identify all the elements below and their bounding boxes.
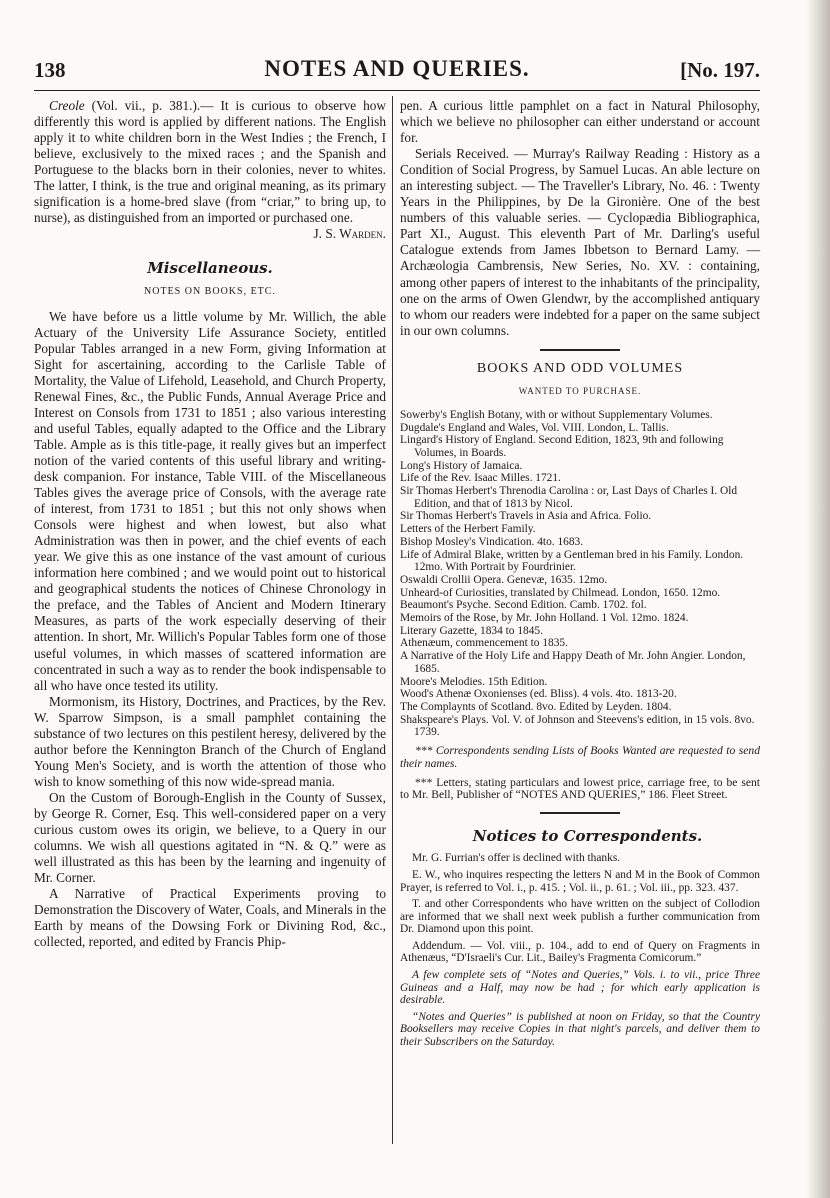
book-item: Life of the Rev. Isaac Milles. 1721. [400, 472, 561, 485]
book-item: The Complaynts of Scotland. 8vo. Edited by Leyden. 1804. [400, 700, 672, 713]
borough-english-paragraph: On the Custom of Borough-English in the County of Sussex, by George R. Corner, Esq. This well-considered paper on a very curious custom owes its origin, we believe, to a Query in our columns. We wish all questions agitated in “N. & Q.” were as well illustrated as this has been by the learning and ingenuity of Mr. Corner. [34, 789, 386, 886]
books-note-names: *** Correspondents sending Lists of Books Wanted are requested to send their names. [400, 744, 760, 770]
page-header [34, 52, 760, 86]
books-note-letters: *** Letters, stating particulars and lowest price, carriage free, to be sent to Mr. Bell, Publisher of “NOTES AND QUERIES,” 186. Fleet Street. [400, 775, 760, 802]
creole-title: Creole [49, 98, 85, 113]
book-item: Long's History of Jamaica. [400, 459, 523, 472]
correspondent-notice: Mr. G. Furrian's offer is declined with thanks. [412, 852, 621, 865]
creole-signature: J. S. Warden. [313, 226, 386, 242]
phippen-paragraph: pen. A curious little pamphlet on a fact in Natural Philosophy, which we believe no philosopher can either understand or account for. [400, 98, 760, 146]
mormonism-paragraph: Mormonism, its History, Doctrines, and Practices, by the Rev. W. Sparrow Simpson, is a small pamphlet containing the substance of two lectures on this pestilent heresy, delivered by the author before the Kennington Branch of the Church of England Young Men's Society, and is worth the attention of those who wish to know something of this now wide-spread mania. [34, 693, 386, 789]
section-rule [540, 349, 620, 351]
book-item: A Narrative of the Holy Life and Happy Death of Mr. John Angier. London, 1685. [400, 650, 746, 675]
book-item: Letters of the Herbert Family. [400, 523, 536, 536]
dowsing-paragraph: A Narrative of Practical Experiments proving to Demonstration the Discovery of Water, Coals, and Minerals in the Earth by means of the Dowsing Fork or Divining Rod, &c., collected, reported, and edited by Francis Phip- [34, 886, 386, 950]
correspondent-notice: Addendum. — Vol. viii., p. 104., add to end of Query on Fragments in Athenæus, “D'Israeli's Cur. Lit., Bailey's Fragmenta Comicorum.” [400, 939, 760, 965]
right-column [400, 98, 760, 1053]
publication-title: NOTES AND QUERIES. [264, 56, 530, 81]
books-list [400, 409, 760, 739]
page-number: 138 [34, 58, 66, 82]
creole-paragraph [34, 98, 386, 226]
book-item: Bishop Mosley's Vindication. 4to. 1683. [400, 535, 584, 548]
issue-number: [No. 197. [680, 58, 760, 82]
books-subheading: WANTED TO PURCHASE. [518, 385, 642, 396]
correspondent-notice: “Notes and Queries” is published at noon on Friday, so that the Country Booksellers may receive Copies in that night's parcels, and deliver them to their Subscribers on the Saturday. [400, 1010, 760, 1049]
book-item: Moore's Melodies. 15th Edition. [400, 675, 548, 688]
correspondents-heading: Notices to Correspondents. [472, 827, 703, 846]
book-item: Literary Gazette, 1834 to 1845. [400, 624, 543, 637]
miscellaneous-heading: Miscellaneous. [147, 259, 273, 278]
creole-text: — It is curious to observe how differently this word is applied by different nations. The English apply it to white children born in the West Indies ; the French, I believe, exclusively to the mixed races ; and the Spanish and Portuguese to the blacks born in their colonies, never to whites. The latter, I think, is the true and original meaning, as its primary signification is a home-bred slave (from “criar,” to bring up, to nurse), as distinguished from an imported or purchased one. [34, 98, 386, 226]
column-divider [392, 96, 393, 1144]
page-edge-shadow [806, 0, 830, 1198]
book-item: Oswaldi Crollii Opera. Genevæ, 1635. 12mo. [400, 573, 608, 586]
book-item: Lingard's History of England. Second Edition, 1823, 9th and following Volumes, in Boards. [400, 434, 724, 459]
creole-ref: (Vol. vii., p. 381.). [91, 98, 201, 113]
correspondent-notice: E. W., who inquires respecting the letters N and M in the Book of Common Prayer, is referred to Vol. i., p. 415. ; Vol. ii., p. 61. ; Vol. iii., pp. 323. 437. [400, 868, 760, 894]
correspondent-notice: T. and other Correspondents who have written on the subject of Collodion are informed that we shall next week publish a further communication from Dr. Diamond upon this point. [400, 898, 760, 936]
willich-paragraph: We have before us a little volume by Mr. Willich, the able Actuary of the University Life Assurance Society, entitled Popular Tables arranged in a new Form, giving Information at Sight for ascertaining, according to the Carlisle Table of Mortality, the Value of Lifehold, Leasehold, and Church Property, Renewal Fines, &c., the Public Funds, Annual Average Price and Interest on Consols from 1731 to 1851 ; also various interesting and useful Tables, equally adapted to the Office and the Library Table. Ample as is this title-page, it really gives but an imperfect notion of the varied contents of this useful library and writing-desk companion. For instance, Table VIII. of the Miscellaneous Tables gives the average price of Consols, with the average rate of interest, from 1731 to 1851 ; but this not only shows when Consols were highest and when lowest, but also what Administration was then in power, and the chief events of each year. We give this as one instance of the vast amount of curious information here combined ; and we would point out to historical and geographical students the notices of Chinese Chronology in the preface, and the Tables of Ancient and Modern Itinerary Measures, as parts of the work especially deserving of their attention. In short, Mr. Willich's Popular Tables form one of those useful volumes, in which masses of scattered information are concentrated in such a way as to render the book indispensable to all who have once tested its utility. [34, 308, 386, 693]
notes-on-books-heading: NOTES ON BOOKS, ETC. [144, 286, 276, 298]
header-rule [34, 90, 760, 91]
book-item: Sir Thomas Herbert's Travels in Asia and Africa. Folio. [400, 510, 652, 523]
book-item: Sowerby's English Botany, with or without Supplementary Volumes. [400, 408, 713, 421]
book-item: Shakspeare's Plays. Vol. V. of Johnson and Steevens's edition, in 15 vols. 8vo. 1739. [400, 713, 755, 739]
book-item: Unheard-of Curiosities, translated by Chilmead. London, 1650. 12mo. [400, 586, 721, 599]
serials-paragraph: Serials Received. — Murray's Railway Reading : History as a Condition of Social Progress, by Samuel Lucas. An able lecture on an interesting subject. — The Traveller's Library, No. 46. : Twenty Years in the Philippines, by De la Gironière. One of the best numbers of this valuable series. — Cyclopædia Bibliographica, Part XI., August. This eleventh Part of Mr. Darling's useful Catalogue extends from James Ibbetson to Bernard Lamy. — Archæologia Cambrensis, New Series, No. XV. : containing, among other papers of interest to the inhabitants of the principality, one on the arms of Owen Glendwr, by the accomplished antiquary to whom our readers were indebted for a paper on the same subject in our own columns. [400, 146, 760, 338]
book-item: Athenæum, commencement to 1835. [400, 637, 568, 650]
correspondent-notice: A few complete sets of “Notes and Queries,” Vols. i. to vii., price Three Guineas and a Half, may now be had ; for which early application is desirable. [400, 969, 760, 1007]
section-rule [540, 812, 620, 814]
book-item: Beaumont's Psyche. Second Edition. Camb. 1702. fol. [400, 599, 647, 612]
book-item: Memoirs of the Rose, by Mr. John Holland. 1 Vol. 12mo. 1824. [400, 612, 689, 625]
left-column [34, 98, 386, 950]
books-heading: BOOKS AND ODD VOLUMES [476, 360, 684, 376]
book-item: Wood's Athenæ Oxonienses (ed. Bliss). 4 vols. 4to. 1813-20. [400, 688, 677, 701]
book-item: Life of Admiral Blake, written by a Gentleman bred in his Family. London. 12mo. With Portrait by Fourdrinier. [400, 548, 744, 574]
book-item: Sir Thomas Herbert's Threnodia Carolina : or, Last Days of Charles I. Old Edition, and that of 1813 by Nicol. [400, 485, 738, 510]
book-item: Dugdale's England and Wales, Vol. VIII. London, L. Tallis. [400, 421, 669, 434]
